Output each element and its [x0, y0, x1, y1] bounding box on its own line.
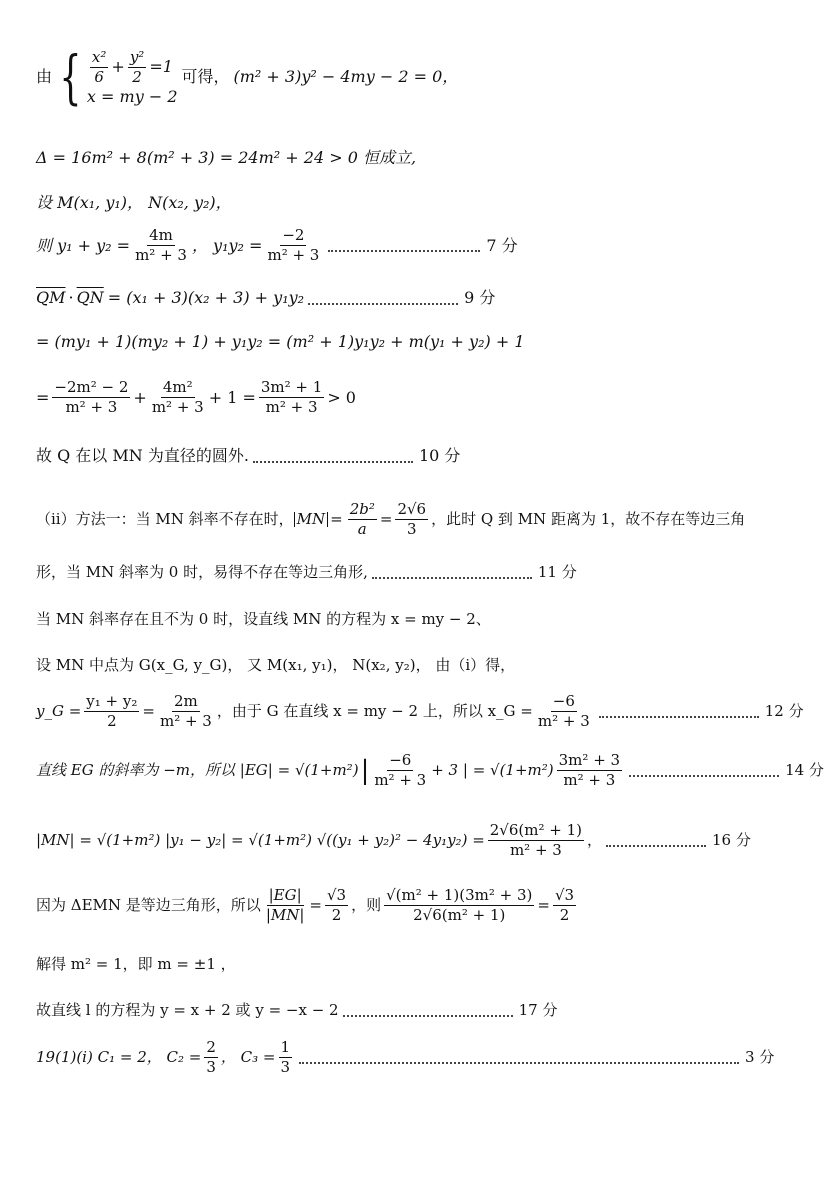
- brace-symbol: {: [59, 43, 82, 111]
- equation: = (x₁ + 3)(x₂ + 3) + y₁y₂: [107, 288, 305, 307]
- line-points: [36, 195, 232, 211]
- equation: = (my₁ + 1)(my₂ + 1) + y₁y₂ = (m² + 1)y₁y₂ + m(y₁ + y₂) + 1: [36, 332, 525, 351]
- equation: + 1 =: [208, 387, 256, 407]
- equation: 直线 EG 的斜率为 −m，所以 |EG| = √(1+m²): [36, 761, 359, 779]
- leader-dots: [599, 715, 759, 718]
- leader-dots: [629, 774, 779, 777]
- frac-num: 3m² + 1: [260, 378, 323, 396]
- leader-dots: [606, 844, 706, 847]
- frac-num: 2: [206, 1038, 216, 1056]
- score-mark: 3 分: [745, 1048, 775, 1066]
- leader-dots: [328, 249, 480, 252]
- frac-den: m² + 3: [65, 398, 118, 416]
- line-conclusion: [36, 448, 460, 464]
- frac-den: m² + 3: [537, 712, 590, 730]
- line-yg: y_G = $\frac{\text{y₁ + y₂}}{2}$ = $\frac{2m}{\text{m² + 3}}$ ，由于 G 在直线 x = my − 2 上，所以 x_G = $\frac{-6}{\text{m² + 3}}$ 12 分: [36, 692, 804, 730]
- line-text: 当 MN 斜率存在且不为 0 时，设直线 MN 的方程为 x = my − 2、: [36, 610, 491, 628]
- equation: 设 M(x₁, y₁)， N(x₂, y₂)，: [36, 193, 232, 212]
- frac-den: 3: [406, 520, 417, 538]
- frac-num: 4m²: [162, 378, 193, 396]
- frac-den: 2: [331, 906, 342, 924]
- leader-dots: [308, 302, 458, 305]
- line-slope-zero: [36, 565, 577, 580]
- line-vieta: [36, 228, 518, 263]
- line-midpoint: [36, 658, 515, 673]
- frac-den: m² + 3: [265, 398, 318, 416]
- line-text: ，则: [351, 896, 382, 914]
- line-result: = $\frac{\text{−2m² − 2}}{\text{m² + 3}}$ + $\frac{\text{4m²}}{\text{m² + 3}}$ + 1 = $\frac{\text{3m² + 1}}{\text{m² + 3}}$ > 0: [36, 378, 356, 416]
- frac-den: 2: [559, 906, 570, 924]
- score-mark: 7 分: [486, 235, 518, 255]
- line-q19: [36, 1040, 774, 1075]
- score-mark: 9 分: [464, 288, 496, 307]
- frac-den: 3: [206, 1058, 216, 1076]
- line-text: 故直线 l 的方程为 y = x + 2 或 y = −x − 2: [36, 1001, 339, 1019]
- equation: Δ = 16m² + 8(m² + 3) = 24m² + 24 > 0 恒成立,: [36, 148, 417, 167]
- equation-system: { $\frac{\text{x²}}{6}$ + $\frac{\text{y²}}{2}$ =1 x = my − 2: [59, 43, 178, 111]
- equation: ， C₃ =: [220, 1048, 276, 1066]
- leader-dots: [372, 576, 532, 579]
- equation: > 0: [327, 387, 356, 407]
- score-mark: 14 分: [785, 761, 824, 779]
- equation: y_G =: [36, 702, 82, 720]
- frac-den: m² + 3: [374, 771, 427, 789]
- line-system: [36, 43, 459, 111]
- frac-num: −2m² − 2: [54, 378, 129, 396]
- leader-dots: [253, 460, 413, 463]
- frac-den: m² + 3: [509, 841, 562, 859]
- frac-num: 2m: [174, 692, 198, 710]
- abs-mn: MN: [294, 512, 328, 527]
- frac-den: m² + 3: [135, 246, 187, 264]
- equation: =: [309, 896, 322, 914]
- score-mark: 12 分: [764, 702, 804, 720]
- equation: 19(1)(i) C₁ = 2， C₂ =: [36, 1048, 202, 1066]
- score-mark: 11 分: [537, 563, 577, 581]
- line-text: ，此时 Q 到 MN 距离为 1，故不存在等边三角: [431, 510, 746, 528]
- line-text: 故 Q 在以 MN 为直径的圆外.: [36, 446, 249, 465]
- line-discriminant: [36, 150, 416, 166]
- line-text: 设 MN 中点为 G(x_G, y_G)， 又 M(x₁, y₁)， N(x₂, y₂)， 由（i）得，: [36, 656, 516, 674]
- frac-num: y₁ + y₂: [86, 692, 138, 710]
- line-text: 形，当 MN 斜率为 0 时，易得不存在等边三角形,: [36, 563, 368, 581]
- frac-num: 3m² + 3: [558, 751, 621, 769]
- equation: (m² + 3)y² − 4my − 2 = 0，: [233, 67, 459, 86]
- frac-den: a: [357, 520, 367, 538]
- line-slope-exists: [36, 612, 491, 627]
- score-mark: 16 分: [712, 831, 751, 849]
- equation: + 3 | = √(1+m²): [431, 761, 554, 779]
- line-text: 可得，: [181, 67, 230, 86]
- frac-num: −6: [552, 692, 575, 710]
- line-equilateral: 因为 ΔEMN 是等边三角形，所以 $\frac{|EG|}{|MN|}$ = $\frac{√3}{2}$ ，则 $\frac{\text{√(m² + 1)(3m² + 3)}}{\text{2√6(m² + 1)}}$ = $\frac{√3}{2}$: [36, 886, 575, 924]
- score-mark: 10 分: [418, 446, 461, 465]
- frac-num: √3: [326, 886, 347, 904]
- frac-den: 2: [132, 67, 142, 86]
- frac-den: |MN|: [265, 906, 305, 924]
- leader-dots: [343, 1014, 513, 1017]
- frac-num: 2√6: [397, 500, 427, 518]
- frac-num: |EG|: [268, 886, 302, 904]
- line-expand: [36, 334, 525, 350]
- equation: 则 y₁ + y₂ =: [36, 235, 131, 255]
- frac-num: −2: [282, 226, 305, 244]
- line-method-one: （ii）方法一：当 MN 斜率不存在时， MN = $\frac{\text{2b²}}{a}$ = $\frac{2√6}{3}$ ，此时 Q 到 MN 距离为 1，故不存在等边三角: [36, 500, 746, 538]
- frac-num: y²: [129, 47, 145, 66]
- frac-num: √(m² + 1)(3m² + 3): [386, 886, 533, 904]
- line-mn-length: |MN| = √(1+m²) |y₁ − y₂| = √(1+m²) √((y₁ + y₂)² − 4y₁y₂) = $\frac{\text{2√6(m² + 1)}}{\text{m² + 3}}$ ， 16 分: [36, 821, 751, 859]
- equation: =: [36, 387, 50, 407]
- line-solve: [36, 957, 236, 972]
- frac-num: −6: [389, 751, 412, 769]
- frac-den: 2: [107, 712, 117, 730]
- line-text: （ii）方法一：当 MN 斜率不存在时，: [36, 510, 294, 528]
- line-text: 解得 m² = 1，即 m = ±1 ，: [36, 955, 236, 973]
- frac-den: 6: [94, 67, 104, 86]
- vector-qn: $\overline{QN}$: [76, 288, 104, 307]
- vector-qm: $\overline{QM}$: [36, 288, 66, 307]
- system-row: x = my − 2: [86, 86, 178, 106]
- frac-num: 2√6(m² + 1): [489, 821, 582, 839]
- frac-num: 4m: [149, 226, 173, 244]
- frac-num: 1: [280, 1038, 291, 1056]
- equation: |MN| = √(1+m²) |y₁ − y₂| = √(1+m²) √((y₁ + y₂)² − 4y₁y₂) =: [36, 831, 485, 849]
- line-text: =1: [149, 57, 173, 76]
- frac-num: x²: [91, 47, 107, 66]
- frac-den: 2√6(m² + 1): [413, 906, 506, 924]
- line-text: 因为 ΔEMN 是等边三角形，所以: [36, 896, 261, 914]
- line-answer: [36, 1003, 557, 1018]
- line-dot-product: $\overline{QM}$ · $\overline{QN}$ = (x₁ + 3)(x₂ + 3) + y₁y₂ 9 分: [36, 288, 496, 307]
- frac-num: 2b²: [349, 500, 375, 518]
- score-mark: 17 分: [518, 1001, 558, 1019]
- frac-den: m² + 3: [159, 712, 212, 730]
- frac-den: m² + 3: [151, 398, 204, 416]
- frac-den: m² + 3: [267, 246, 320, 264]
- frac-den: 3: [280, 1058, 291, 1076]
- frac-num: √3: [554, 886, 575, 904]
- line-text: 由: [36, 67, 53, 86]
- leader-dots: [299, 1061, 739, 1064]
- line-text: ，由于 G 在直线 x = my − 2 上，所以 x_G =: [216, 702, 533, 720]
- equation: ， y₁y₂ =: [191, 235, 263, 255]
- frac-den: m² + 3: [563, 771, 616, 789]
- line-eg: 直线 EG 的斜率为 −m，所以 |EG| = √(1+m²) | $\frac{-6}{\text{m² + 3}}$ + 3 | = √(1+m²) $\frac{\text{3m² + 3}}{\text{m² + 3}}$ 14 分: [36, 751, 824, 789]
